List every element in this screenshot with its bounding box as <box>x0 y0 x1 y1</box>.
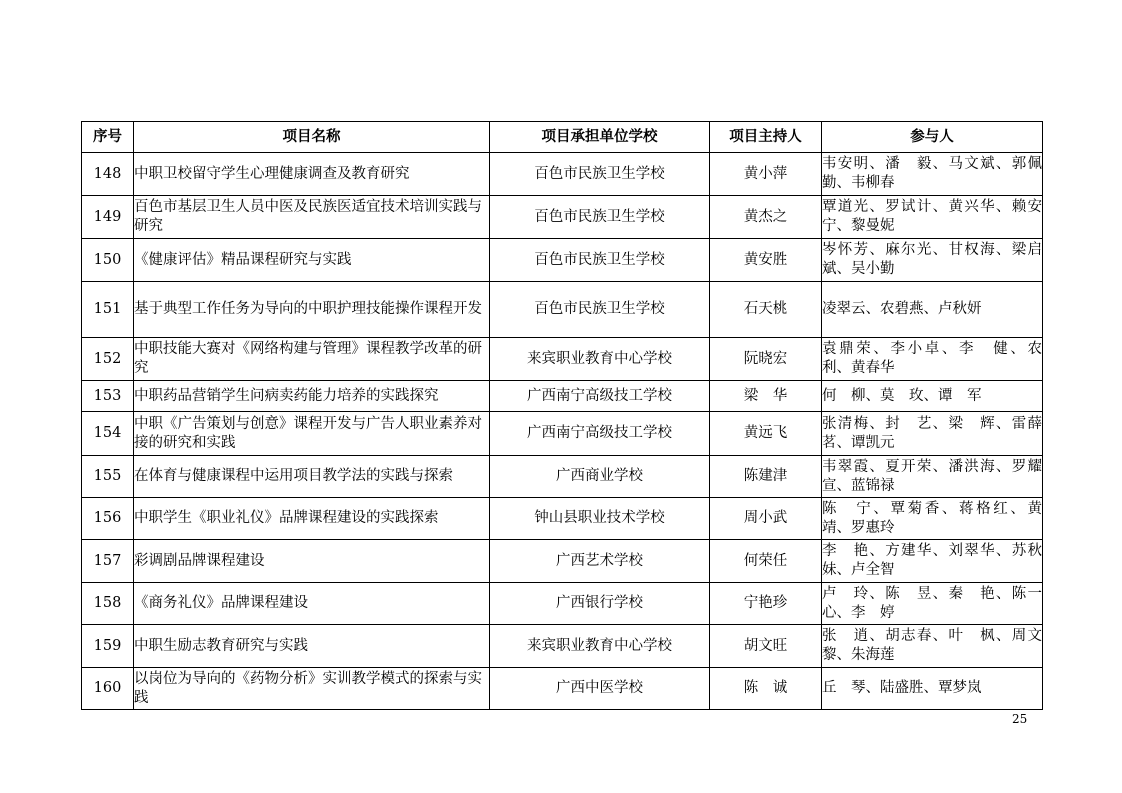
header-name: 项目名称 <box>134 122 490 153</box>
row-unit: 来宾职业教育中心学校 <box>490 625 710 668</box>
project-table <box>81 121 1057 710</box>
row-participants: 张 逍、胡志春、叶 枫、周文黎、朱海莲 <box>822 625 1043 668</box>
table-row <box>82 239 1043 282</box>
row-unit: 广西商业学校 <box>490 456 710 498</box>
row-host: 黄安胜 <box>710 239 822 282</box>
row-unit: 来宾职业教育中心学校 <box>490 338 710 381</box>
header-participants: 参与人 <box>822 122 1043 153</box>
row-unit: 广西艺术学校 <box>490 540 710 583</box>
row-unit: 钟山县职业技术学校 <box>490 498 710 540</box>
row-name: 《健康评估》精品课程研究与实践 <box>134 239 490 282</box>
row-participants: 覃道光、罗试计、黄兴华、赖安宁、黎曼妮 <box>822 196 1043 239</box>
row-unit: 百色市民族卫生学校 <box>490 282 710 338</box>
row-host: 何荣任 <box>710 540 822 583</box>
row-unit: 广西南宁高级技工学校 <box>490 412 710 456</box>
row-host: 梁 华 <box>710 381 822 412</box>
row-participants: 陈 宁、覃菊香、蒋格红、黄 靖、罗惠玲 <box>822 498 1043 540</box>
row-unit: 百色市民族卫生学校 <box>490 196 710 239</box>
table-header-row <box>82 122 1043 153</box>
table-row <box>82 583 1043 625</box>
row-participants: 张清梅、封 艺、梁 辉、雷薛茗、谭凯元 <box>822 412 1043 456</box>
row-num: 157 <box>82 540 134 583</box>
row-num: 149 <box>82 196 134 239</box>
row-host: 胡文旺 <box>710 625 822 668</box>
row-host: 黄小萍 <box>710 153 822 196</box>
row-name: 中职技能大赛对《网络构建与管理》课程教学改革的研究 <box>134 338 490 381</box>
table-row <box>82 668 1043 710</box>
row-num: 152 <box>82 338 134 381</box>
row-host: 陈 诚 <box>710 668 822 710</box>
row-num: 154 <box>82 412 134 456</box>
row-name: 基于典型工作任务为导向的中职护理技能操作课程开发 <box>134 282 490 338</box>
table-row <box>82 412 1043 456</box>
table-row <box>82 381 1043 412</box>
row-name: 中职卫校留守学生心理健康调查及教育研究 <box>134 153 490 196</box>
row-name: 《商务礼仪》品牌课程建设 <box>134 583 490 625</box>
row-participants: 丘 琴、陆盛胜、覃梦岚 <box>822 668 1043 710</box>
row-name: 中职生励志教育研究与实践 <box>134 625 490 668</box>
row-participants: 岑怀芳、麻尔光、甘权海、梁启斌、吴小勤 <box>822 239 1043 282</box>
row-name: 中职《广告策划与创意》课程开发与广告人职业素养对接的研究和实践 <box>134 412 490 456</box>
row-participants: 凌翠云、农碧燕、卢秋妍 <box>822 282 1043 338</box>
table-row <box>82 282 1043 338</box>
row-unit: 百色市民族卫生学校 <box>490 239 710 282</box>
page-number: 25 <box>1012 712 1028 726</box>
row-host: 周小武 <box>710 498 822 540</box>
row-name: 彩调剧品牌课程建设 <box>134 540 490 583</box>
row-num: 156 <box>82 498 134 540</box>
table-row <box>82 196 1043 239</box>
row-participants: 韦翠霞、夏开荣、潘洪海、罗耀宣、蓝锦禄 <box>822 456 1043 498</box>
table-row <box>82 498 1043 540</box>
row-name: 中职学生《职业礼仪》品牌课程建设的实践探索 <box>134 498 490 540</box>
header-host: 项目主持人 <box>710 122 822 153</box>
row-num: 150 <box>82 239 134 282</box>
row-unit: 广西银行学校 <box>490 583 710 625</box>
row-name: 以岗位为导向的《药物分析》实训教学模式的探索与实践 <box>134 668 490 710</box>
row-participants: 袁鼎荣、李小卓、李 健、农 利、黄春华 <box>822 338 1043 381</box>
table-row <box>82 456 1043 498</box>
row-participants: 何 柳、莫 玫、谭 军 <box>822 381 1043 412</box>
row-num: 155 <box>82 456 134 498</box>
row-unit: 广西中医学校 <box>490 668 710 710</box>
row-num: 160 <box>82 668 134 710</box>
row-unit: 广西南宁高级技工学校 <box>490 381 710 412</box>
table-row <box>82 625 1043 668</box>
row-participants: 李 艳、方建华、刘翠华、苏秋妹、卢全智 <box>822 540 1043 583</box>
table-row <box>82 153 1043 196</box>
row-host: 宁艳珍 <box>710 583 822 625</box>
header-unit: 项目承担单位学校 <box>490 122 710 153</box>
table-row <box>82 338 1043 381</box>
table-row <box>82 540 1043 583</box>
header-num: 序号 <box>82 122 134 153</box>
row-host: 石天桃 <box>710 282 822 338</box>
row-participants: 卢 玲、陈 昱、秦 艳、陈一心、李 婷 <box>822 583 1043 625</box>
row-num: 153 <box>82 381 134 412</box>
row-host: 黄远飞 <box>710 412 822 456</box>
row-num: 151 <box>82 282 134 338</box>
row-num: 159 <box>82 625 134 668</box>
row-num: 158 <box>82 583 134 625</box>
row-host: 黄杰之 <box>710 196 822 239</box>
row-participants: 韦安明、潘 毅、马文斌、郭佩勤、韦柳春 <box>822 153 1043 196</box>
row-unit: 百色市民族卫生学校 <box>490 153 710 196</box>
row-host: 陈建津 <box>710 456 822 498</box>
row-name: 在体育与健康课程中运用项目教学法的实践与探索 <box>134 456 490 498</box>
row-name: 百色市基层卫生人员中医及民族医适宜技术培训实践与研究 <box>134 196 490 239</box>
row-host: 阮晓宏 <box>710 338 822 381</box>
row-num: 148 <box>82 153 134 196</box>
row-name: 中职药品营销学生问病卖药能力培养的实践探究 <box>134 381 490 412</box>
